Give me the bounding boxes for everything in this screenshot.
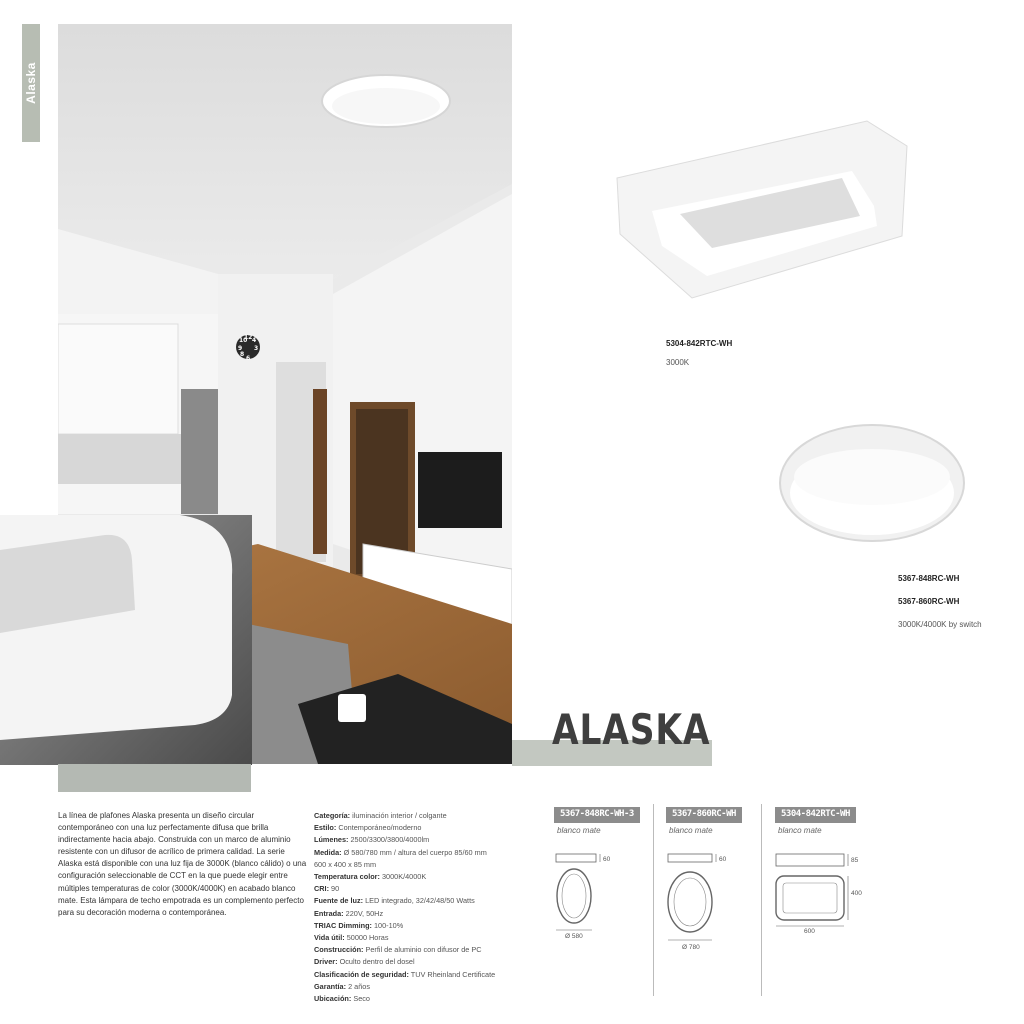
round-lamp-image [776, 415, 968, 545]
spec-row: Vida útil: 50000 Horas [314, 933, 389, 943]
clock-number: 4 [252, 337, 257, 344]
spec-row: Construcción: Perfil de aluminio con difusor de PC [314, 945, 482, 955]
dimension-height: 85 [851, 857, 859, 864]
spec-list [314, 810, 496, 1005]
spec-row: Entrada: 220V, 50Hz [314, 908, 384, 918]
product-code: 5367-860RC-WH [898, 597, 960, 606]
page-title: ALASKA [552, 705, 711, 754]
variant-finish: blanco mate [557, 826, 601, 835]
clock-number: 8 [240, 351, 245, 358]
clock-number: 10 [239, 337, 248, 344]
spec-row: Clasificación de seguridad: TUV Rheinland Certificate [314, 969, 496, 979]
spec-row: Medida: Ø 580/780 mm / altura del cuerpo 85/60 mm [314, 847, 487, 857]
variant-finish: blanco mate [778, 826, 822, 835]
spec-row: Lúmenes: 2500/3300/3800/4000lm [314, 835, 430, 845]
spec-row: CRI: 90 [314, 884, 340, 894]
spec-row: Ubicación: Seco [314, 994, 370, 1004]
variant-drawing [772, 850, 852, 935]
clock-number: 6 [246, 355, 251, 362]
side-tab-label: Alaska [24, 62, 38, 104]
accent-band [58, 764, 251, 792]
product-code: 5304-842RTC-WH [666, 339, 733, 348]
dimension-diameter: Ø 580 [565, 933, 583, 940]
spec-row: TRIAC Dimming: 100-10% [314, 920, 404, 930]
variant-code-badge: 5367-860RC-WH [666, 807, 742, 823]
spec-row: Garantía: 2 años [314, 981, 370, 991]
clock-number: 12 [244, 334, 253, 341]
product-code: 5367-848RC-WH [898, 574, 960, 583]
dimension-width: 600 [804, 928, 815, 935]
spec-row: Fuente de luz: LED integrado, 32/42/48/50 Watts [314, 896, 475, 906]
variant-finish: blanco mate [669, 826, 713, 835]
clock-number: 3 [254, 345, 259, 352]
product-note: 3000K [666, 358, 690, 367]
dimension-height: 60 [719, 856, 727, 863]
spec-row: Driver: Oculto dentro del dosel [314, 957, 415, 967]
square-lamp-image [612, 116, 912, 306]
dimension-diameter: Ø 780 [682, 944, 700, 951]
spec-row: Estilo: Contemporáneo/moderno [314, 823, 422, 833]
clock-number: 9 [238, 345, 243, 352]
spec-row: 600 x 400 x 85 mm [314, 859, 377, 869]
variant-code-badge: 5304-842RTC-WH [775, 807, 856, 823]
dimension-height: 60 [603, 856, 611, 863]
description: La línea de plafones Alaska presenta un diseño circular contemporáneo con una luz perfectamente difusa que brilla indirectamente hacia abajo. Construida con un marco de aluminio resistente con un difusor de acrílico de primera calidad. La serie Alaska está disponible con una luz fija de 3000K (blanco cálido) o una configuración seleccionable de CCT en la que puede elegir entre múltiples temperaturas de color (3000K/4000K) en acabado blanco mate. Esta lámpara de techo empotrada es un complemento perfecto para su decoración moderna o contemporánea. [58, 811, 307, 917]
product-note: 3000K/4000K by switch [898, 620, 982, 629]
spec-row: Temperatura color: 3000K/4000K [314, 872, 427, 882]
dimension-depth: 400 [851, 890, 862, 897]
column-divider [761, 804, 762, 996]
side-tab [22, 24, 40, 142]
spec-row: Categoría: iluminación interior / colgante [314, 811, 447, 820]
variant-code-badge: 5367-848RC-WH-3 [554, 807, 640, 823]
variant-drawing [664, 850, 727, 945]
column-divider [653, 804, 654, 996]
detail-photo [0, 515, 252, 765]
variant-drawing [554, 850, 614, 945]
